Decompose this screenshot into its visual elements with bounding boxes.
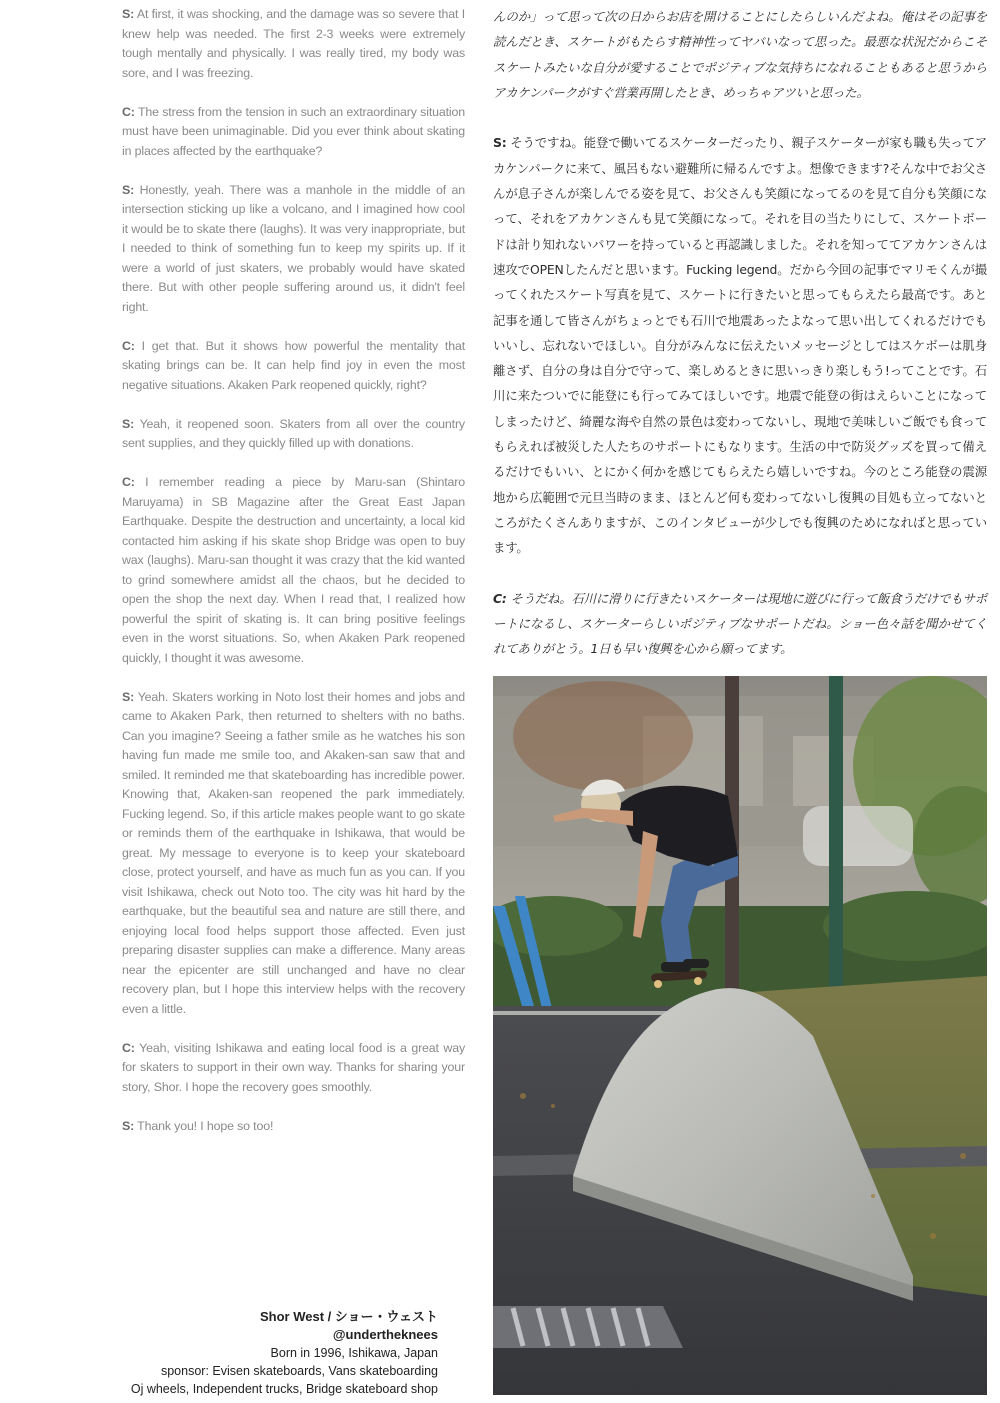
interview-paragraph	[122, 688, 465, 1020]
profile-born: Born in 1996, Ishikawa, Japan	[270, 1346, 438, 1360]
skater-profile	[120, 1308, 438, 1398]
profile-name: Shor West /	[260, 1309, 332, 1324]
paragraph-text: Thank you! I hope so too!	[137, 1118, 274, 1133]
paragraph-text: I remember reading a piece by Maru-san (Shintaro Maruyama) in SB Magazine after the Great East Japan Earthquake. Despite the destruction and uncertainty, a local kid contacted him asking if his skate shop Bridge was open to buy wax (laughs). Maru-san thought it was crazy that the kid wanted to grind somewhere amidst all the chaos, but he decided to open the shop the next day. When I read that, I realized how powerful the spirit of skating is. It can bring positive feelings even in the worst situations. So, when Akaken Park reopened quickly, I thought it was awesome.	[122, 475, 466, 665]
interview-paragraph	[122, 473, 465, 668]
speaker-label: C:	[122, 104, 135, 119]
speaker-label: S:	[122, 182, 135, 197]
speaker-label: C:	[122, 338, 135, 353]
skate-photo	[493, 676, 987, 1395]
english-column	[122, 5, 465, 1156]
paragraph-text: Yeah, visiting Ishikawa and eating local food is a great way for skaters to support in their own way. Thanks for sharing your story, Shor. I hope the recovery goes smoothly.	[122, 1040, 465, 1094]
profile-sponsor-line: sponsor: Evisen skateboards, Vans skateboarding	[160, 1364, 438, 1378]
interview-paragraph	[122, 1039, 465, 1098]
profile-name-jp: ショー・ウェスト	[334, 1309, 438, 1324]
paragraph-text: んのか」って思って次の日からお店を開けることにしたらしいんだよね。俺はその記事を読んだとき、スケートがもたらす精神性ってヤバいなって思った。最悪な状況だからこそスケートみたいな自分が愛することでポジティブな気持ちになれることもあると思うからアカケンパークがすぐ営業再開したとき、めっちゃアツいと思った。	[493, 9, 987, 100]
paragraph-text: そうですね。能登で働いてるスケーターだったり、親子スケーターが家も職も失ってアカケンパークに来て、風呂もない避難所に帰るんですよ。想像できます?そんな中でお父さんが息子さんが楽しんでる姿を見て、お父さんも笑顔になってるのを見て自分も笑顔になって、それをアカケンさんも見て笑顔になって。それを目の当たりにして、スケートボードは計り知れないパワーを持っていると再認識しました。それを知っててアカケンさんは速攻でOPENしたんだと思います。Fucking legend。だから今回の記事でマリモくんが撮ってくれたスケート写真を見て、スケートに行きたいと思ってもらえたら最高です。あと記事を通して皆さんがちょっとでも石川で地震あったよなって思い出してくれるだけでもいいし、忘れないでほしい。自分がみんなに伝えたいメッセージとしてはスケボーは肌身離さず、自分の身は自分で守って、楽しめるときに思いっきり楽しもう!ってことです。石川に来たついでに能登にも行ってみてほしいです。地震で能登の街はえらいことになってしまったけど、綺麗な海や自然の景色は変わってないし、現地で美味しいご飯でも食ってもらえれば被災した人たちのサポートにもなります。生活の中で防災グッズを買って備えるだけでもいい、とにかく何かを感じてもらえたら嬉しいですね。今のところ能登の震源地から広範囲で元旦当時のまま、ほとんど何も変わってないし復興の目処も立ってないところがたくさんありますが、このインタビューが少しでも復興のためになればと思っています。	[493, 135, 987, 556]
paragraph-text: At first, it was shocking, and the damage was so severe that I knew help was needed. The first 2-3 weeks were extremely tough mentally and physically. I was really tired, my body was sore, and I was freezing.	[122, 7, 466, 80]
speaker-label: S:	[122, 1118, 135, 1133]
paragraph-text: Yeah, it reopened soon. Skaters from all over the country sent supplies, and they quickly filled up with donations.	[122, 416, 465, 450]
japanese-column	[493, 9, 987, 738]
interview-paragraph	[493, 4, 987, 105]
interview-paragraph	[493, 586, 987, 662]
paragraph-text: Honestly, yeah. There was a manhole in the middle of an intersection sticking up like a volcano, and I imagined how cool it would be to skate there (laughs). It was very inappropriate, but I needed to think of something fun to keep my spirits up. If it were a world of just skaters, we probably would have skated there. But with other people suffering around us, it didn't feel right.	[122, 182, 465, 314]
speaker-label: S:	[493, 135, 507, 151]
speaker-label: C:	[493, 590, 507, 606]
interview-paragraph	[122, 415, 465, 454]
interview-paragraph	[493, 130, 987, 560]
interview-paragraph	[122, 103, 465, 162]
paragraph-text: I get that. But it shows how powerful the mentality that skating brings can be. It can help find joy in even the most negative situations. Akaken Park reopened quickly, right?	[122, 338, 465, 392]
speaker-label: S:	[122, 7, 135, 21]
speaker-label: S:	[122, 689, 135, 704]
interview-paragraph	[122, 5, 465, 83]
profile-sponsor-line: Oj wheels, Independent trucks, Bridge skateboard shop	[130, 1382, 438, 1396]
speaker-label: C:	[122, 1040, 135, 1055]
interview-paragraph	[122, 1117, 465, 1137]
paragraph-text: Yeah. Skaters working in Noto lost their homes and jobs and came to Akaken Park, then returned to shelters with no baths. Can you imagine? Seeing a father smile as he watches his son having fun made me smile too, and Akaken-san saw that and smiled. It reminded me that skateboarding has incredible power. Knowing that, Akaken-san reopened the park immediately. Fucking legend. So, if this article makes people want to go skate or reminds them of the earthquake in Ishikawa, that would be great. My message to everyone is to keep your skateboard close, protect yourself, and have as much fun as you can. If you visit Ishikawa, check out Noto too. The city was hit hard by the earthquake, but the beautiful sea and nature are still there, and enjoying local food helps support those affected. Even just preparing disaster supplies can make a difference. Many areas near the epicenter are still unchanged and have no clear recovery plan, but I hope this interview helps with the recovery even a little.	[122, 689, 465, 1016]
paragraph-text: そうだね。石川に滑りに行きたいスケーターは現地に遊びに行って飯食うだけでもサポートになるし、スケーターらしいポジティブなサポートだね。ショー色々話を聞かせてくれてありがとう。1日も早い復興を心から願ってます。	[493, 590, 987, 657]
speaker-label: S:	[122, 416, 135, 431]
speaker-label: C:	[122, 475, 135, 489]
profile-handle: @undertheknees	[332, 1327, 438, 1342]
interview-paragraph	[122, 181, 465, 318]
profile-name-line	[120, 1308, 438, 1326]
interview-paragraph	[122, 337, 465, 396]
paragraph-text: The stress from the tension in such an extraordinary situation must have been unimaginable. Did you ever think about skating in places affected by the earthquake?	[122, 104, 465, 158]
